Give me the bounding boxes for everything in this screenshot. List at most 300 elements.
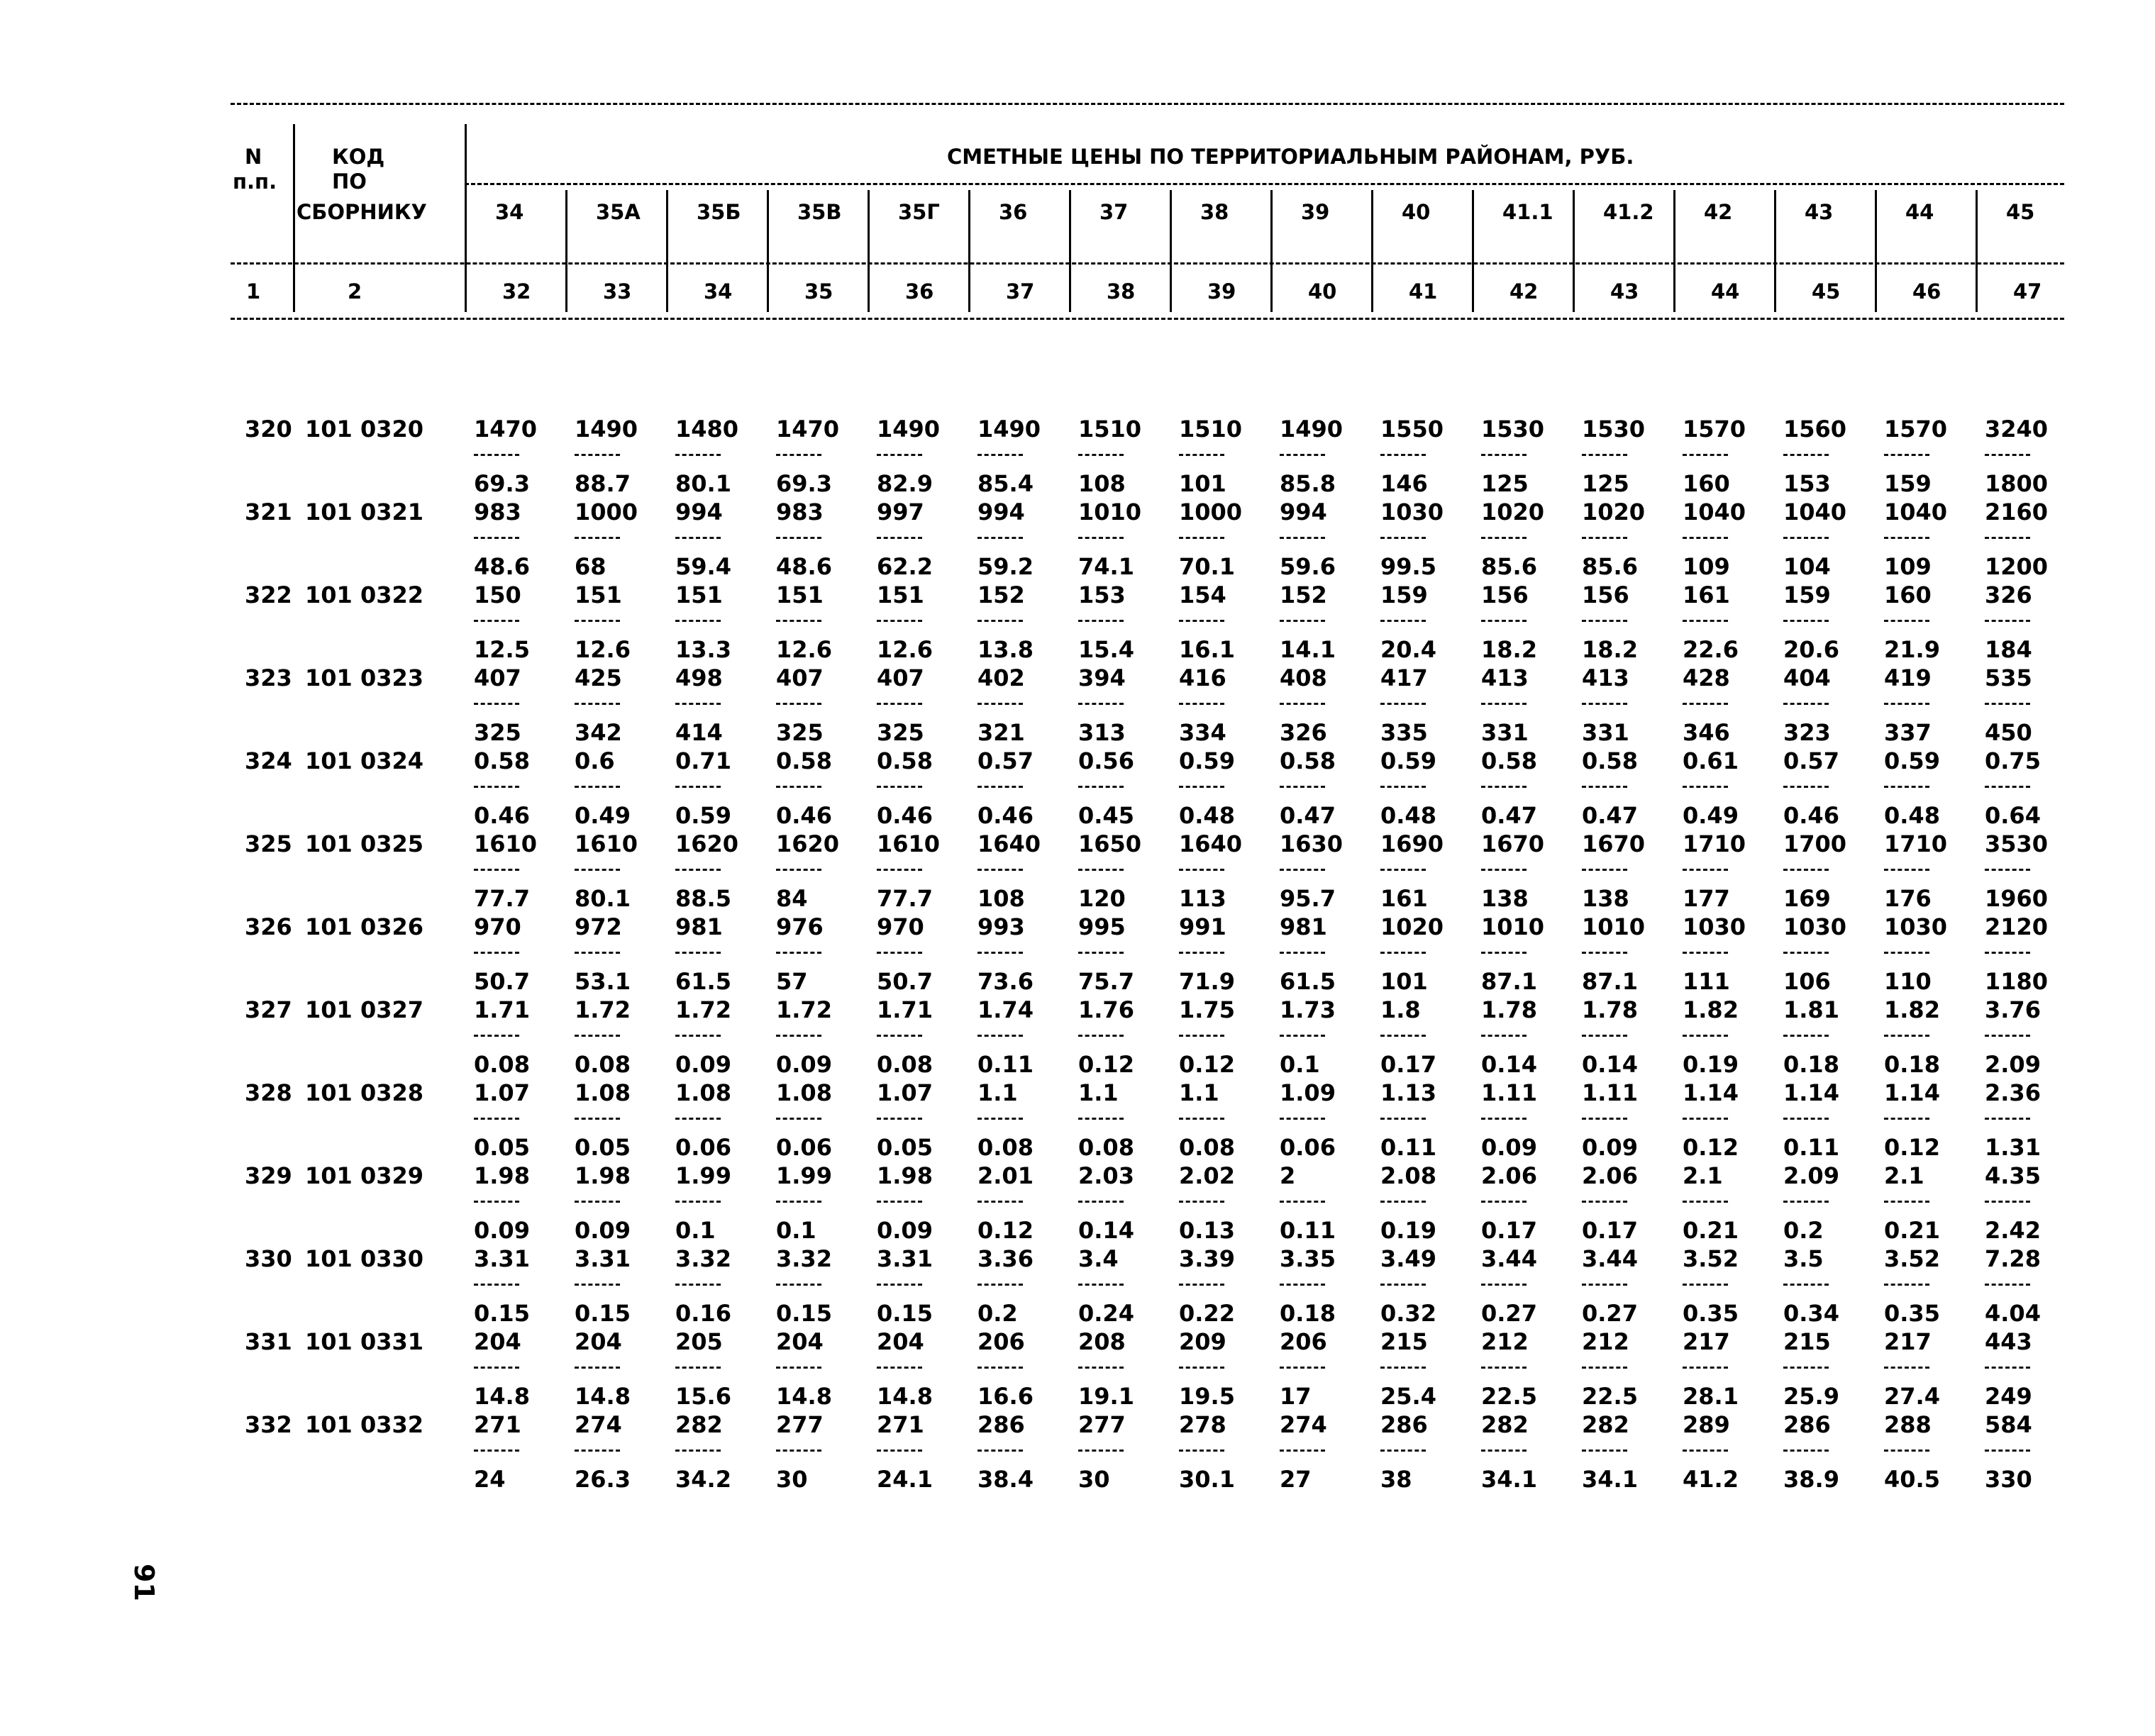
cell-top-value: 1710 — [1884, 830, 1948, 857]
cell-bottom-value: 0.14 — [1078, 1217, 1134, 1244]
cell-top-value: 413 — [1582, 664, 1629, 691]
cell-top-value: 1030 — [1884, 913, 1948, 940]
fraction-line — [474, 952, 519, 954]
fraction-line — [1985, 1450, 2030, 1452]
fraction-line — [1985, 1118, 2030, 1120]
fraction-line — [675, 1201, 721, 1203]
cell-top-value: 1000 — [1179, 499, 1243, 525]
cell-bottom-value: 335 — [1380, 719, 1428, 746]
cell-bottom-value: 88.7 — [575, 470, 631, 497]
row-code: 101 0325 — [305, 830, 423, 857]
cell-bottom-value: 18.2 — [1582, 636, 1638, 663]
fraction-line — [1884, 786, 1929, 788]
cell-bottom-value: 30 — [776, 1466, 808, 1493]
cell-top-value: 204 — [776, 1328, 824, 1355]
cell-bottom-value: 0.17 — [1582, 1217, 1638, 1244]
fraction-line — [1582, 703, 1627, 705]
fraction-line — [575, 952, 620, 954]
cell-top-value: 394 — [1078, 664, 1126, 691]
cell-bottom-value: 450 — [1985, 719, 2032, 746]
cell-top-value: 981 — [675, 913, 723, 940]
fraction-line — [1481, 952, 1527, 954]
header-separator — [767, 190, 769, 312]
cell-bottom-value: 184 — [1985, 636, 2032, 663]
cell-bottom-value: 16.1 — [1179, 636, 1235, 663]
cell-bottom-value: 28.1 — [1683, 1383, 1739, 1410]
cell-top-value: 215 — [1380, 1328, 1428, 1355]
cell-top-value: 3.36 — [977, 1245, 1034, 1272]
cell-top-value: 1480 — [675, 416, 739, 443]
cell-bottom-value: 62.2 — [877, 553, 933, 580]
fraction-line — [1078, 537, 1124, 539]
cell-bottom-value: 68 — [575, 553, 606, 580]
fraction-line — [877, 1284, 922, 1286]
cell-top-value: 212 — [1582, 1328, 1629, 1355]
cell-bottom-value: 159 — [1884, 470, 1932, 497]
fraction-line — [877, 454, 922, 456]
row-code: 101 0322 — [305, 582, 423, 608]
cell-top-value: 0.56 — [1078, 747, 1134, 774]
fraction-line — [776, 869, 821, 871]
cell-top-value: 1630 — [1280, 830, 1344, 857]
cell-bottom-value: 0.08 — [1179, 1134, 1235, 1161]
fraction-line — [977, 1118, 1023, 1120]
fraction-line — [1078, 786, 1124, 788]
district-header: 39 — [1301, 200, 1330, 224]
fraction-line — [1683, 1118, 1728, 1120]
fraction-line — [977, 1284, 1023, 1286]
cell-top-value: 408 — [1280, 664, 1327, 691]
fraction-line — [1783, 1450, 1829, 1452]
fraction-line — [977, 952, 1023, 954]
district-header: 41.1 — [1502, 200, 1553, 224]
cell-bottom-value: 59.6 — [1280, 553, 1336, 580]
cell-bottom-value: 331 — [1481, 719, 1529, 746]
fraction-line — [1078, 1201, 1124, 1203]
cell-top-value: 1.1 — [1179, 1079, 1219, 1106]
cell-bottom-value: 61.5 — [675, 968, 731, 995]
cell-bottom-value: 0.05 — [877, 1134, 933, 1161]
cell-bottom-value: 48.6 — [474, 553, 530, 580]
cell-bottom-value: 0.11 — [1380, 1134, 1436, 1161]
cell-top-value: 1470 — [474, 416, 538, 443]
fraction-line — [877, 1118, 922, 1120]
cell-top-value: 151 — [575, 582, 622, 608]
cell-bottom-value: 106 — [1783, 968, 1831, 995]
cell-top-value: 402 — [977, 664, 1025, 691]
cell-top-value: 1.09 — [1280, 1079, 1336, 1106]
cell-top-value: 1.78 — [1582, 996, 1638, 1023]
cell-top-value: 1670 — [1481, 830, 1545, 857]
cell-bottom-value: 0.48 — [1179, 802, 1235, 829]
cell-bottom-value: 313 — [1078, 719, 1126, 746]
cell-top-value: 417 — [1380, 664, 1428, 691]
fraction-line — [1280, 952, 1325, 954]
fraction-line — [575, 1035, 620, 1037]
fraction-line — [474, 537, 519, 539]
fraction-line — [474, 1450, 519, 1452]
fraction-line — [977, 620, 1023, 622]
fraction-line — [1481, 1118, 1527, 1120]
fraction-line — [474, 1118, 519, 1120]
cell-bottom-value: 34.2 — [675, 1466, 731, 1493]
cell-bottom-value: 77.7 — [474, 885, 530, 912]
fraction-line — [1884, 703, 1929, 705]
cell-bottom-value: 84 — [776, 885, 808, 912]
cell-top-value: 2120 — [1985, 913, 2049, 940]
cell-bottom-value: 0.15 — [474, 1300, 530, 1327]
fraction-line — [1582, 786, 1627, 788]
cell-bottom-value: 334 — [1179, 719, 1226, 746]
district-colnum: 40 — [1308, 279, 1337, 304]
cell-top-value: 1510 — [1179, 416, 1243, 443]
fraction-line — [1884, 537, 1929, 539]
cell-bottom-value: 146 — [1380, 470, 1428, 497]
header-separator — [1170, 190, 1172, 312]
fraction-line — [776, 537, 821, 539]
fraction-line — [1582, 1367, 1627, 1369]
cell-bottom-value: 1960 — [1985, 885, 2049, 912]
header-code-2: ПО — [332, 169, 367, 194]
fraction-line — [474, 454, 519, 456]
cell-top-value: 1.98 — [877, 1162, 933, 1189]
fraction-line — [977, 703, 1023, 705]
fraction-line — [675, 1035, 721, 1037]
cell-top-value: 212 — [1481, 1328, 1529, 1355]
cell-bottom-value: 30 — [1078, 1466, 1110, 1493]
fraction-line — [1683, 1367, 1728, 1369]
cell-top-value: 205 — [675, 1328, 723, 1355]
cell-top-value: 981 — [1280, 913, 1327, 940]
cell-top-value: 1470 — [776, 416, 840, 443]
fraction-line — [575, 869, 620, 871]
fraction-line — [1380, 1201, 1426, 1203]
district-header: 35В — [797, 200, 842, 224]
cell-top-value: 1.8 — [1380, 996, 1421, 1023]
cell-top-value: 204 — [877, 1328, 924, 1355]
cell-top-value: 3.5 — [1783, 1245, 1824, 1272]
fraction-line — [1783, 869, 1829, 871]
fraction-line — [1078, 952, 1124, 954]
cell-top-value: 1570 — [1683, 416, 1746, 443]
cell-bottom-value: 87.1 — [1582, 968, 1638, 995]
header-sub-rule — [231, 262, 2064, 265]
cell-bottom-value: 25.4 — [1380, 1383, 1436, 1410]
cell-top-value: 289 — [1683, 1411, 1730, 1438]
fraction-line — [1683, 952, 1728, 954]
cell-top-value: 1.73 — [1280, 996, 1336, 1023]
fraction-line — [1683, 1450, 1728, 1452]
district-colnum: 34 — [704, 279, 733, 304]
cell-bottom-value: 120 — [1078, 885, 1126, 912]
fraction-line — [1683, 537, 1728, 539]
fraction-line — [1280, 1118, 1325, 1120]
cell-top-value: 0.59 — [1884, 747, 1940, 774]
cell-top-value: 0.6 — [575, 747, 615, 774]
fraction-line — [1683, 1201, 1728, 1203]
cell-bottom-value: 110 — [1884, 968, 1932, 995]
fraction-line — [1380, 620, 1426, 622]
fraction-line — [1280, 537, 1325, 539]
row-code: 101 0321 — [305, 499, 423, 525]
header-separator — [1875, 190, 1877, 312]
cell-bottom-value: 87.1 — [1481, 968, 1537, 995]
cell-top-value: 3.52 — [1683, 1245, 1739, 1272]
cell-top-value: 159 — [1783, 582, 1831, 608]
fraction-line — [675, 537, 721, 539]
cell-bottom-value: 138 — [1481, 885, 1529, 912]
fraction-line — [1783, 703, 1829, 705]
fraction-line — [1683, 869, 1728, 871]
fraction-line — [1985, 786, 2030, 788]
fraction-line — [977, 1450, 1023, 1452]
fraction-line — [575, 454, 620, 456]
fraction-line — [474, 1201, 519, 1203]
cell-bottom-value: 0.48 — [1380, 802, 1436, 829]
cell-bottom-value: 59.4 — [675, 553, 731, 580]
cell-bottom-value: 125 — [1582, 470, 1629, 497]
cell-top-value: 983 — [474, 499, 521, 525]
fraction-line — [1783, 620, 1829, 622]
fraction-line — [474, 786, 519, 788]
cell-bottom-value: 82.9 — [877, 470, 933, 497]
cell-bottom-value: 109 — [1884, 553, 1932, 580]
cell-top-value: 1610 — [575, 830, 638, 857]
fraction-line — [675, 869, 721, 871]
header-mid-rule — [465, 183, 2064, 185]
fraction-line — [675, 1367, 721, 1369]
cell-bottom-value: 0.1 — [1280, 1051, 1320, 1078]
fraction-line — [1884, 1118, 1929, 1120]
cell-bottom-value: 0.17 — [1481, 1217, 1537, 1244]
district-header: 45 — [2006, 200, 2035, 224]
fraction-line — [1985, 620, 2030, 622]
fraction-line — [1582, 1118, 1627, 1120]
cell-top-value: 1000 — [575, 499, 638, 525]
cell-bottom-value: 325 — [877, 719, 924, 746]
district-colnum: 42 — [1509, 279, 1539, 304]
fraction-line — [1078, 1367, 1124, 1369]
cell-top-value: 3.32 — [776, 1245, 832, 1272]
cell-top-value: 1700 — [1783, 830, 1847, 857]
cell-top-value: 204 — [474, 1328, 521, 1355]
cell-bottom-value: 0.08 — [575, 1051, 631, 1078]
row-number: 331 — [245, 1328, 292, 1355]
cell-bottom-value: 75.7 — [1078, 968, 1134, 995]
cell-top-value: 288 — [1884, 1411, 1932, 1438]
fraction-line — [1179, 1035, 1224, 1037]
cell-top-value: 0.58 — [1481, 747, 1537, 774]
fraction-line — [1985, 703, 2030, 705]
cell-top-value: 0.57 — [1783, 747, 1839, 774]
cell-top-value: 404 — [1783, 664, 1831, 691]
cell-bottom-value: 0.09 — [877, 1217, 933, 1244]
cell-top-value: 217 — [1884, 1328, 1932, 1355]
district-header: 36 — [999, 200, 1028, 224]
fraction-line — [575, 537, 620, 539]
cell-top-value: 2.09 — [1783, 1162, 1839, 1189]
fraction-line — [1582, 1035, 1627, 1037]
fraction-line — [1683, 1284, 1728, 1286]
cell-top-value: 993 — [977, 913, 1025, 940]
cell-top-value: 1620 — [675, 830, 739, 857]
cell-bottom-value: 0.18 — [1783, 1051, 1839, 1078]
cell-bottom-value: 0.08 — [474, 1051, 530, 1078]
cell-top-value: 1010 — [1481, 913, 1545, 940]
cell-bottom-value: 331 — [1582, 719, 1629, 746]
cell-bottom-value: 50.7 — [877, 968, 933, 995]
cell-bottom-value: 0.12 — [1884, 1134, 1940, 1161]
cell-bottom-value: 0.22 — [1179, 1300, 1235, 1327]
cell-top-value: 271 — [877, 1411, 924, 1438]
cell-bottom-value: 20.6 — [1783, 636, 1839, 663]
cell-top-value: 976 — [776, 913, 824, 940]
fraction-line — [1481, 1035, 1527, 1037]
cell-top-value: 282 — [675, 1411, 723, 1438]
fraction-line — [1481, 703, 1527, 705]
cell-bottom-value: 0.16 — [675, 1300, 731, 1327]
cell-top-value: 1490 — [575, 416, 638, 443]
cell-top-value: 3.35 — [1280, 1245, 1336, 1272]
district-header: 38 — [1200, 200, 1229, 224]
cell-bottom-value: 0.1 — [776, 1217, 816, 1244]
header-separator — [293, 124, 295, 312]
fraction-line — [1985, 952, 2030, 954]
fraction-line — [977, 869, 1023, 871]
cell-top-value: 3.31 — [575, 1245, 631, 1272]
cell-top-value: 286 — [1783, 1411, 1831, 1438]
cell-top-value: 1640 — [977, 830, 1041, 857]
cell-top-value: 151 — [675, 582, 723, 608]
fraction-line — [1380, 786, 1426, 788]
cell-bottom-value: 0.09 — [1481, 1134, 1537, 1161]
cell-top-value: 0.58 — [1280, 747, 1336, 774]
cell-top-value: 1040 — [1683, 499, 1746, 525]
fraction-line — [675, 1118, 721, 1120]
cell-bottom-value: 0.11 — [1783, 1134, 1839, 1161]
fraction-line — [1481, 454, 1527, 456]
cell-bottom-value: 0.18 — [1884, 1051, 1940, 1078]
cell-bottom-value: 27.4 — [1884, 1383, 1940, 1410]
cell-bottom-value: 0.2 — [1783, 1217, 1824, 1244]
cell-bottom-value: 2.42 — [1985, 1217, 2041, 1244]
cell-bottom-value: 0.48 — [1884, 802, 1940, 829]
header-separator — [1270, 190, 1273, 312]
cell-top-value: 1.98 — [474, 1162, 530, 1189]
cell-top-value: 152 — [1280, 582, 1327, 608]
cell-bottom-value: 27 — [1280, 1466, 1312, 1493]
cell-top-value: 3.52 — [1884, 1245, 1940, 1272]
fraction-line — [1683, 620, 1728, 622]
fraction-line — [1582, 537, 1627, 539]
cell-top-value: 1490 — [877, 416, 941, 443]
cell-top-value: 1.72 — [575, 996, 631, 1023]
cell-bottom-value: 21.9 — [1884, 636, 1940, 663]
cell-top-value: 151 — [877, 582, 924, 608]
header-separator — [1774, 190, 1776, 312]
cell-top-value: 1610 — [474, 830, 538, 857]
fraction-line — [877, 1035, 922, 1037]
cell-top-value: 3.44 — [1481, 1245, 1537, 1272]
cell-top-value: 2.06 — [1582, 1162, 1638, 1189]
cell-bottom-value: 177 — [1683, 885, 1730, 912]
fraction-line — [1783, 537, 1829, 539]
fraction-line — [776, 1367, 821, 1369]
cell-top-value: 407 — [474, 664, 521, 691]
cell-bottom-value: 14.8 — [474, 1383, 530, 1410]
fraction-line — [1078, 703, 1124, 705]
row-number: 321 — [245, 499, 292, 525]
cell-bottom-value: 73.6 — [977, 968, 1034, 995]
cell-top-value: 161 — [1683, 582, 1730, 608]
fraction-line — [1179, 869, 1224, 871]
cell-bottom-value: 14.8 — [575, 1383, 631, 1410]
cell-bottom-value: 160 — [1683, 470, 1730, 497]
cell-top-value: 282 — [1582, 1411, 1629, 1438]
cell-bottom-value: 40.5 — [1884, 1466, 1940, 1493]
cell-top-value: 1710 — [1683, 830, 1746, 857]
cell-top-value: 1.82 — [1683, 996, 1739, 1023]
header-bottom-rule — [231, 318, 2064, 320]
cell-bottom-value: 0.18 — [1280, 1300, 1336, 1327]
cell-top-value: 994 — [675, 499, 723, 525]
fraction-line — [1179, 537, 1224, 539]
cell-bottom-value: 0.11 — [1280, 1217, 1336, 1244]
fraction-line — [1280, 1035, 1325, 1037]
cell-bottom-value: 0.05 — [474, 1134, 530, 1161]
cell-bottom-value: 0.46 — [474, 802, 530, 829]
cell-bottom-value: 0.15 — [575, 1300, 631, 1327]
cell-bottom-value: 19.5 — [1179, 1383, 1235, 1410]
header-n: N — [245, 145, 262, 169]
cell-bottom-value: 57 — [776, 968, 808, 995]
cell-bottom-value: 101 — [1179, 470, 1226, 497]
fraction-line — [1280, 1450, 1325, 1452]
fraction-line — [1179, 1450, 1224, 1452]
cell-bottom-value: 0.46 — [776, 802, 832, 829]
cell-bottom-value: 0.47 — [1582, 802, 1638, 829]
fraction-line — [877, 869, 922, 871]
cell-bottom-value: 95.7 — [1280, 885, 1336, 912]
cell-bottom-value: 4.04 — [1985, 1300, 2041, 1327]
fraction-line — [1783, 952, 1829, 954]
cell-bottom-value: 12.5 — [474, 636, 530, 663]
cell-bottom-value: 0.06 — [776, 1134, 832, 1161]
cell-top-value: 419 — [1884, 664, 1932, 691]
fraction-line — [1582, 952, 1627, 954]
cell-top-value: 206 — [1280, 1328, 1327, 1355]
cell-top-value: 1.11 — [1582, 1079, 1638, 1106]
cell-bottom-value: 0.64 — [1985, 802, 2041, 829]
row-code: 101 0326 — [305, 913, 423, 940]
cell-top-value: 1.08 — [575, 1079, 631, 1106]
header-title: СМЕТНЫЕ ЦЕНЫ ПО ТЕРРИТОРИАЛЬНЫМ РАЙОНАМ, РУБ. — [947, 145, 1634, 169]
fraction-line — [977, 1367, 1023, 1369]
cell-bottom-value: 113 — [1179, 885, 1226, 912]
fraction-line — [1380, 1284, 1426, 1286]
cell-top-value: 0.58 — [474, 747, 530, 774]
row-number: 324 — [245, 747, 292, 774]
fraction-line — [1380, 454, 1426, 456]
fraction-line — [1985, 1284, 2030, 1286]
fraction-line — [1582, 454, 1627, 456]
cell-bottom-value: 0.19 — [1683, 1051, 1739, 1078]
cell-bottom-value: 15.6 — [675, 1383, 731, 1410]
fraction-line — [1481, 620, 1527, 622]
fraction-line — [1179, 786, 1224, 788]
cell-top-value: 2.01 — [977, 1162, 1034, 1189]
cell-bottom-value: 111 — [1683, 968, 1730, 995]
